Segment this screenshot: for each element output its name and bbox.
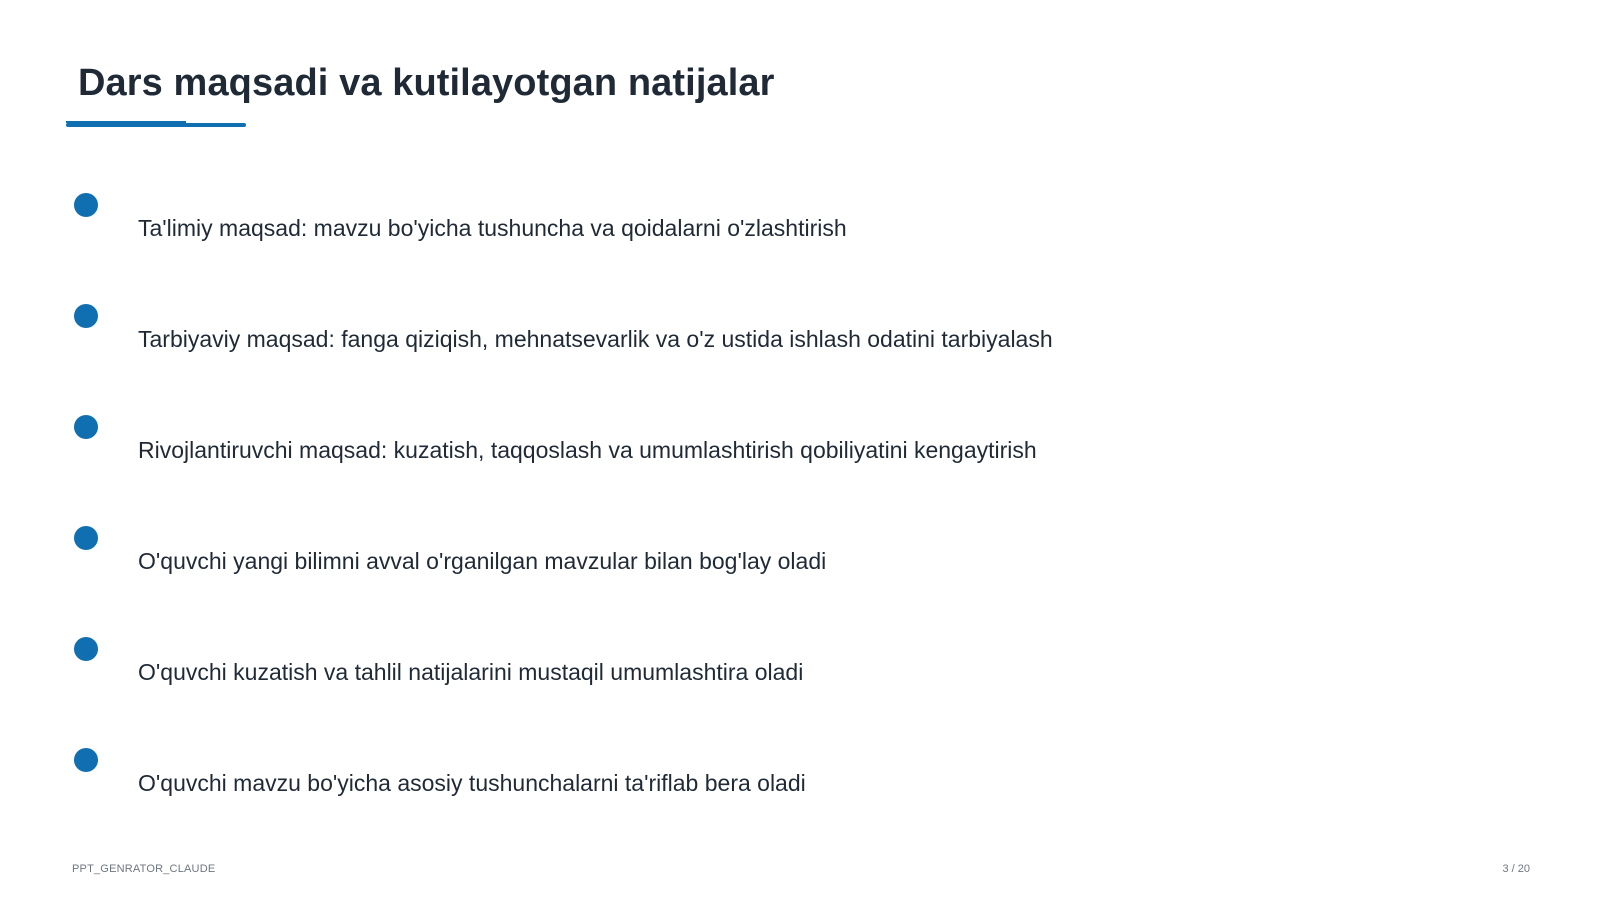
bullet-dot-icon (74, 637, 98, 661)
bullet-dot-icon (74, 415, 98, 439)
bullet-dot-icon (74, 526, 98, 550)
bullet-item (0, 526, 1600, 606)
bullet-item (0, 637, 1600, 717)
bullet-text: O'quvchi mavzu bo'yicha asosiy tushunchalarni ta'riflab bera oladi (138, 770, 806, 796)
bullet-item (0, 304, 1600, 384)
page-indicator: 3 / 20 (1502, 863, 1530, 875)
footer-generator-label: PPT_GENRATOR_CLAUDE (72, 863, 216, 875)
title-underline (66, 123, 246, 127)
bullet-text: Ta'limiy maqsad: mavzu bo'yicha tushuncha va qoidalarni o'zlashtirish (138, 215, 847, 241)
bullet-dot-icon (74, 193, 98, 217)
bullet-item (0, 748, 1600, 828)
bullet-text: Tarbiyaviy maqsad: fanga qiziqish, mehnatsevarlik va o'z ustida ishlash odatini tarbiyalash (138, 326, 1053, 352)
bullet-dot-icon (74, 304, 98, 328)
slide-title: Dars maqsadi va kutilayotgan natijalar (78, 62, 775, 104)
bullet-text: Rivojlantiruvchi maqsad: kuzatish, taqqoslash va umumlashtirish qobiliyatini kengaytirish (138, 437, 1037, 463)
bullet-text: O'quvchi yangi bilimni avval o'rganilgan mavzular bilan bog'lay oladi (138, 548, 827, 574)
bullet-dot-icon (74, 748, 98, 772)
bullet-item (0, 415, 1600, 495)
bullet-item (0, 193, 1600, 273)
bullet-text: O'quvchi kuzatish va tahlil natijalarini mustaqil umumlashtira oladi (138, 659, 804, 685)
